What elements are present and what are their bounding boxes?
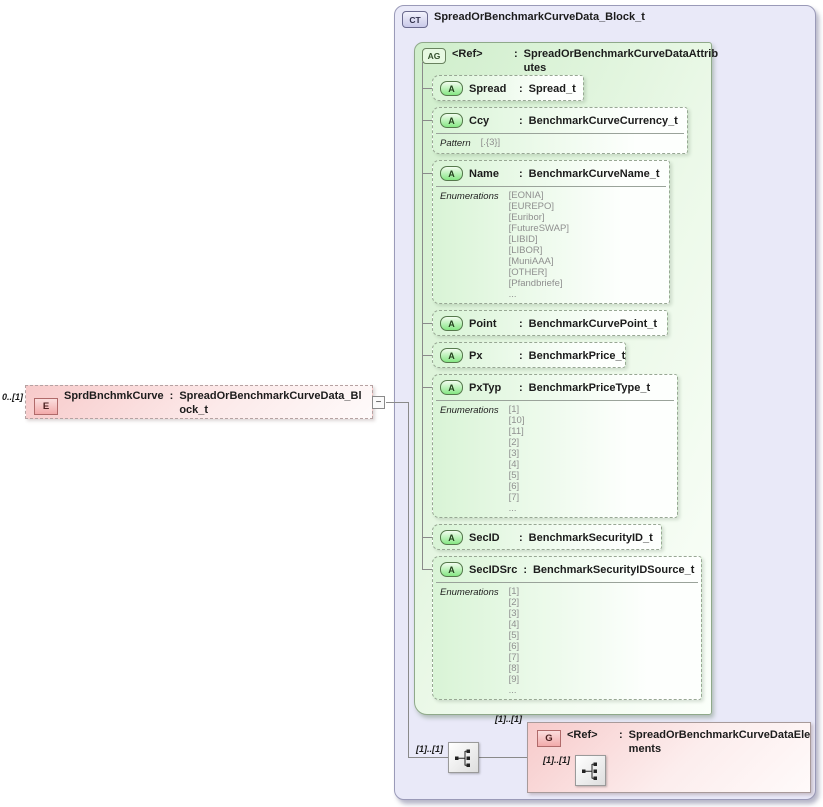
attribute-icon: A xyxy=(440,530,463,545)
connector-line xyxy=(422,173,432,174)
attribute-group-type: SpreadOrBenchmarkCurveDataAttributes xyxy=(523,48,719,74)
enumeration-list xyxy=(509,404,525,514)
attribute-name: Ccy xyxy=(469,114,490,127)
attribute-box-point[interactable] xyxy=(432,310,668,336)
colon: : xyxy=(519,349,523,362)
collapse-toggle[interactable]: − xyxy=(372,396,385,409)
attribute-name: SecIDSrc xyxy=(469,563,518,576)
connector-line xyxy=(422,62,423,569)
enum-value: [9] xyxy=(508,674,520,685)
attribute-type: BenchmarkSecurityIDSource_t xyxy=(532,563,695,576)
sequence-icon xyxy=(454,748,474,768)
enum-value: [3] xyxy=(508,448,520,459)
enum-value: [7] xyxy=(508,492,520,503)
attribute-header xyxy=(433,375,677,400)
enum-value: [8] xyxy=(508,663,520,674)
attribute-box-ccy[interactable] xyxy=(432,107,688,154)
enum-value: [6] xyxy=(508,641,520,652)
attribute-group-header xyxy=(422,47,719,75)
attribute-header xyxy=(433,343,625,368)
attribute-header xyxy=(433,311,667,336)
enum-value: [MuniAAA] xyxy=(508,256,554,267)
group-ref: <Ref> xyxy=(567,729,598,741)
attribute-name: Name xyxy=(469,167,499,180)
connector-line xyxy=(422,323,432,324)
attribute-box-pxtyp[interactable] xyxy=(432,374,678,518)
facet-label: Enumerations xyxy=(440,587,499,598)
connector-line xyxy=(479,757,528,758)
facet-row xyxy=(433,187,669,304)
enum-value: [6] xyxy=(508,481,520,492)
attribute-name: Spread xyxy=(469,82,507,95)
enum-value: [5] xyxy=(508,470,520,481)
facet-label: Enumerations xyxy=(440,405,499,416)
attribute-group-icon: AG xyxy=(422,48,446,64)
attribute-type: BenchmarkCurveCurrency_t xyxy=(528,114,678,127)
attribute-box-secid[interactable] xyxy=(432,524,662,550)
enum-value: [5] xyxy=(508,630,520,641)
facet-row xyxy=(433,583,701,700)
sequence-compositor-icon[interactable] xyxy=(575,755,606,786)
group-cardinality: [1]..[1] xyxy=(495,714,522,724)
attribute-group-ref: <Ref> xyxy=(452,48,483,60)
attribute-type: BenchmarkCurvePoint_t xyxy=(528,317,658,330)
enum-value: [11] xyxy=(508,426,524,437)
enumeration-list xyxy=(509,586,520,696)
sequence-compositor-icon[interactable] xyxy=(448,742,479,773)
colon: : xyxy=(519,317,523,330)
enum-value: [LIBOR] xyxy=(508,245,543,256)
enum-value: [OTHER] xyxy=(508,267,548,278)
connector-line xyxy=(422,120,432,121)
complex-type-title: SpreadOrBenchmarkCurveData_Block_t xyxy=(434,11,645,23)
colon: : xyxy=(519,531,523,544)
attribute-box-secidsrc[interactable] xyxy=(432,556,702,700)
colon: : xyxy=(519,82,523,95)
attribute-header xyxy=(433,161,669,186)
attribute-type: BenchmarkCurveName_t xyxy=(528,167,660,180)
attribute-icon: A xyxy=(440,316,463,331)
colon: : xyxy=(519,167,523,180)
group-header xyxy=(537,728,819,756)
enum-value: [1] xyxy=(508,586,520,597)
attribute-header xyxy=(433,525,661,550)
attribute-header xyxy=(433,76,583,101)
connector-line xyxy=(408,757,448,758)
attribute-icon: A xyxy=(440,348,463,363)
element-type: SpreadOrBenchmarkCurveData_Block_t xyxy=(179,390,362,416)
compositor-cardinality: [1]..[1] xyxy=(416,744,443,754)
attribute-type: BenchmarkPrice_t xyxy=(528,349,626,362)
attribute-header xyxy=(433,108,687,133)
attribute-box-px[interactable] xyxy=(432,342,626,368)
attribute-name: Point xyxy=(469,317,497,330)
facet-row xyxy=(433,134,687,153)
enum-value: [2] xyxy=(508,437,520,448)
colon: : xyxy=(169,390,174,402)
colon: : xyxy=(523,563,527,576)
enum-value: [Pfandbriefe] xyxy=(508,278,563,289)
facet-label: Pattern xyxy=(440,138,471,149)
attribute-name: Px xyxy=(469,349,483,362)
enum-value: [EONIA] xyxy=(508,190,544,201)
connector-line xyxy=(422,355,432,356)
facet-label: Enumerations xyxy=(440,191,499,202)
connector-line xyxy=(422,88,432,89)
enum-value: [4] xyxy=(508,459,520,470)
colon: : xyxy=(519,381,523,394)
enumeration-list xyxy=(509,190,569,300)
connector-line xyxy=(422,387,432,388)
enum-value: [3] xyxy=(508,608,520,619)
connector-line xyxy=(408,402,409,758)
attribute-icon: A xyxy=(440,166,463,181)
attribute-box-name[interactable] xyxy=(432,160,670,304)
facet-row xyxy=(433,401,677,518)
element-name: SprdBnchmkCurve xyxy=(64,390,164,402)
enum-value: [10] xyxy=(508,415,525,426)
colon: : xyxy=(619,729,623,741)
enum-value: [FutureSWAP] xyxy=(508,223,569,234)
group-inner-cardinality: [1]..[1] xyxy=(543,755,570,765)
group-icon: G xyxy=(537,730,561,747)
attribute-icon: A xyxy=(440,81,463,96)
attribute-type: BenchmarkSecurityID_t xyxy=(528,531,653,544)
attribute-name: SecID xyxy=(469,531,500,544)
element-icon: E xyxy=(34,398,58,415)
complex-type-icon: CT xyxy=(402,11,428,28)
attribute-icon: A xyxy=(440,562,463,577)
attribute-name: PxTyp xyxy=(469,381,502,394)
colon: : xyxy=(519,114,523,127)
enum-value: ... xyxy=(508,685,517,696)
attribute-icon: A xyxy=(440,113,463,128)
attribute-icon: A xyxy=(440,380,463,395)
enum-value: ... xyxy=(508,503,517,514)
connector-line xyxy=(422,569,432,570)
enum-value: [Euribor] xyxy=(508,212,545,223)
element-box[interactable] xyxy=(25,385,373,419)
attribute-type: BenchmarkPriceType_t xyxy=(528,381,651,394)
connector-line xyxy=(386,402,409,403)
group-type: SpreadOrBenchmarkCurveDataElements xyxy=(628,729,811,755)
attribute-box-spread[interactable] xyxy=(432,75,584,101)
connector-line xyxy=(422,537,432,538)
enum-value: ... xyxy=(508,289,517,300)
attribute-header xyxy=(433,557,701,582)
element-cardinality: 0..[1] xyxy=(2,392,24,402)
enum-value: [7] xyxy=(508,652,520,663)
enum-value: [LIBID] xyxy=(508,234,538,245)
complex-type-header xyxy=(402,10,645,28)
enum-value: [2] xyxy=(508,597,520,608)
attribute-type: Spread_t xyxy=(528,82,576,95)
pattern-value: [.{3}] xyxy=(480,137,501,148)
enum-value: [EUREPO] xyxy=(508,201,555,212)
sequence-icon xyxy=(581,761,601,781)
enum-value: [1] xyxy=(508,404,520,415)
enum-value: [4] xyxy=(508,619,520,630)
colon: : xyxy=(514,48,518,60)
